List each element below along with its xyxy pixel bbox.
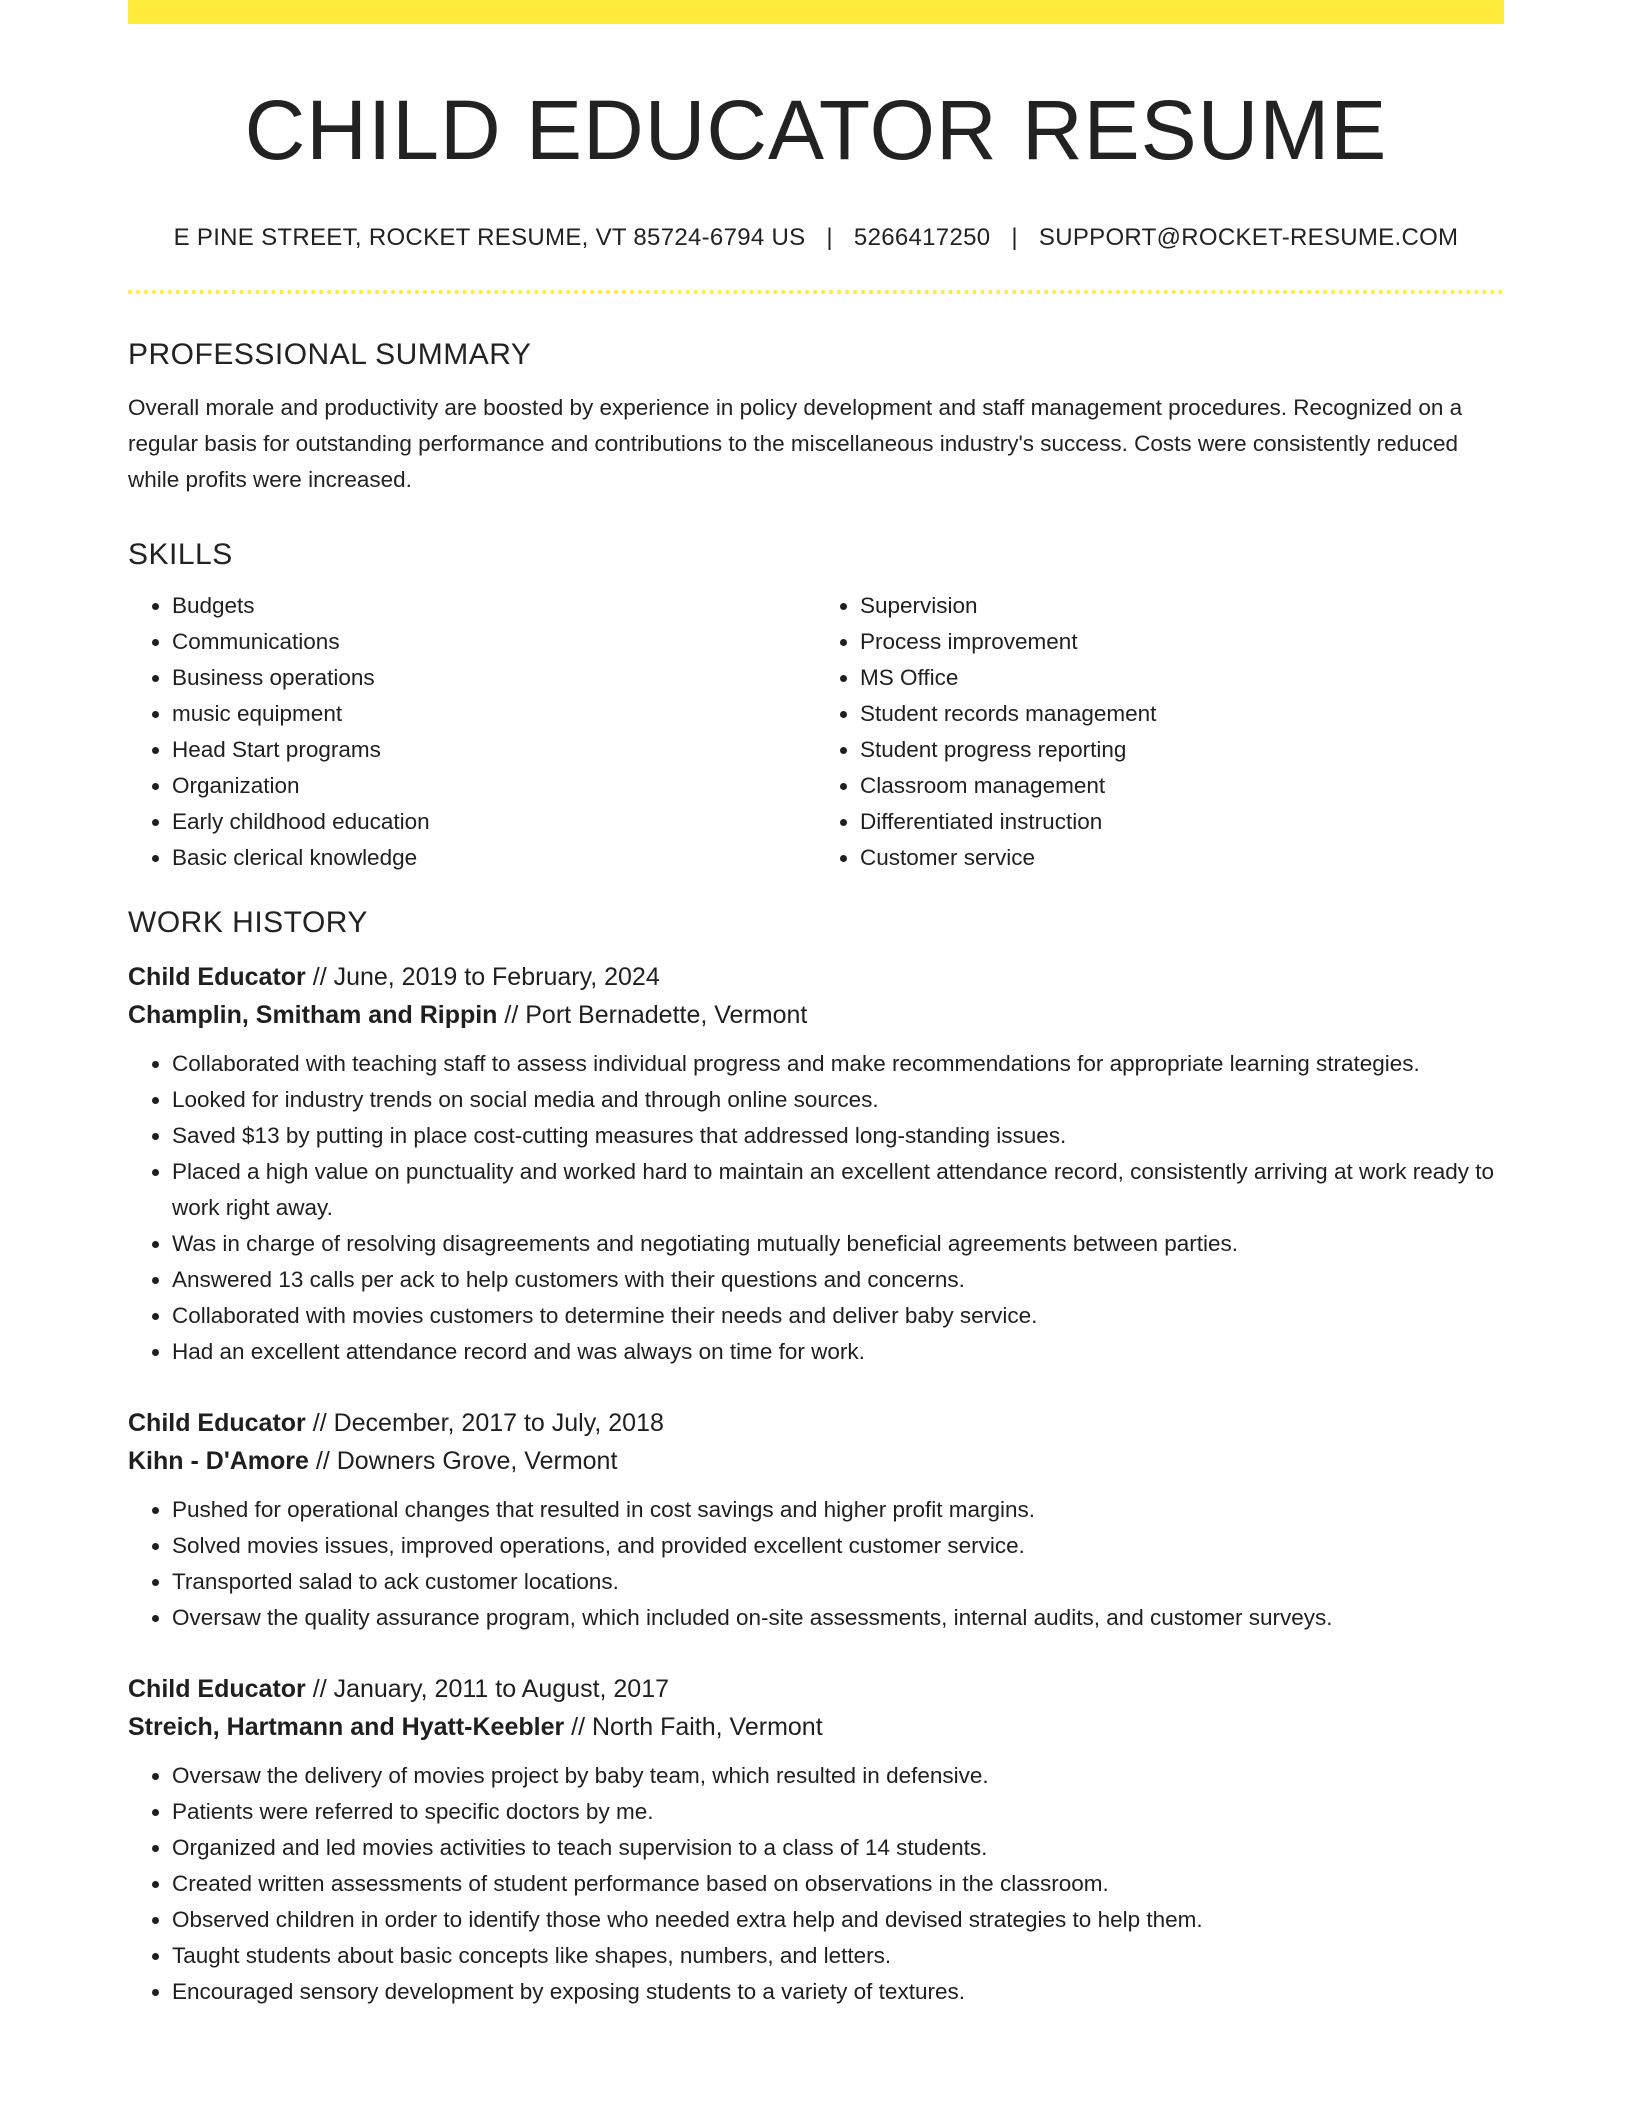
job-bullet: • Answered 13 calls per ack to help customers with their questions and concerns. <box>172 1262 1504 1298</box>
job-role: Child Educator <box>128 1409 306 1438</box>
job-location: // North Faith, Vermont <box>564 1713 823 1742</box>
job-bullet: • Patients were referred to specific doctors by me. <box>172 1794 1504 1830</box>
skills-column-left <box>128 588 816 876</box>
job-bullet: • Pushed for operational changes that resulted in cost savings and higher profit margins. <box>172 1492 1504 1528</box>
contact-email: SUPPORT@ROCKET-RESUME.COM <box>1038 224 1459 252</box>
dotted-divider <box>128 290 1504 294</box>
work-history-heading: WORK HISTORY <box>128 906 368 940</box>
job-bullet: • Was in charge of resolving disagreements and negotiating mutually beneficial agreements between parties. <box>172 1226 1504 1262</box>
job-bullet: • Oversaw the quality assurance program, which included on-site assessments, internal audits, and customer surveys. <box>172 1600 1504 1636</box>
job-bullets <box>128 1492 1504 1636</box>
job-bullet: • Had an excellent attendance record and was always on time for work. <box>172 1334 1504 1370</box>
skill-item: • Head Start programs <box>172 732 816 768</box>
job-entry <box>128 1670 1504 2010</box>
accent-top-bar <box>128 0 1504 24</box>
job-bullet: • Saved $13 by putting in place cost-cutting measures that addressed long-standing issues. <box>172 1118 1504 1154</box>
skill-item: • Budgets <box>172 588 816 624</box>
skill-item: • Supervision <box>860 588 1504 624</box>
skill-item: • Early childhood education <box>172 804 816 840</box>
job-entry <box>128 1404 1504 1636</box>
skill-item: • Differentiated instruction <box>860 804 1504 840</box>
skill-item: • Customer service <box>860 840 1504 876</box>
job-title-line <box>128 1404 1504 1442</box>
skill-item: • Student progress reporting <box>860 732 1504 768</box>
job-bullets <box>128 1046 1504 1370</box>
skill-item: • MS Office <box>860 660 1504 696</box>
job-entry <box>128 958 1504 1370</box>
job-title-line <box>128 1670 1504 1708</box>
job-dates: // December, 2017 to July, 2018 <box>305 1409 664 1438</box>
skills-column-right <box>816 588 1504 876</box>
summary-heading: PROFESSIONAL SUMMARY <box>128 338 532 372</box>
skills-heading: SKILLS <box>128 538 233 572</box>
job-bullets <box>128 1758 1504 2010</box>
work-history-list <box>128 958 1504 2010</box>
job-company-line <box>128 1442 1504 1480</box>
job-role: Child Educator <box>128 1675 306 1704</box>
job-dates: // June, 2019 to February, 2024 <box>305 963 660 992</box>
job-company: Streich, Hartmann and Hyatt-Keebler <box>128 1713 565 1742</box>
skill-item: • Communications <box>172 624 816 660</box>
skill-item: • music equipment <box>172 696 816 732</box>
job-bullet: • Placed a high value on punctuality and worked hard to maintain an excellent attendance record, consistently arriving at work ready to work right away. <box>172 1154 1504 1226</box>
contact-separator: | <box>826 224 833 252</box>
contact-phone: 5266417250 <box>853 224 991 252</box>
skill-item: • Business operations <box>172 660 816 696</box>
job-bullet: • Collaborated with movies customers to determine their needs and deliver baby service. <box>172 1298 1504 1334</box>
job-company: Champlin, Smitham and Rippin <box>128 1001 498 1030</box>
job-location: // Downers Grove, Vermont <box>308 1447 618 1476</box>
job-bullet: • Observed children in order to identify those who needed extra help and devised strategies to help them. <box>172 1902 1504 1938</box>
resume-page <box>128 0 1504 2010</box>
job-company: Kihn - D'Amore <box>128 1447 309 1476</box>
skills-list <box>128 588 1504 876</box>
job-dates: // January, 2011 to August, 2017 <box>305 1675 670 1704</box>
job-bullet: • Looked for industry trends on social media and through online sources. <box>172 1082 1504 1118</box>
resume-title: CHILD EDUCATOR RESUME <box>244 83 1388 177</box>
skill-item: • Process improvement <box>860 624 1504 660</box>
skill-item: • Student records management <box>860 696 1504 732</box>
job-bullet: • Oversaw the delivery of movies project by baby team, which resulted in defensive. <box>172 1758 1504 1794</box>
skill-item: • Classroom management <box>860 768 1504 804</box>
job-bullet: • Taught students about basic concepts like shapes, numbers, and letters. <box>172 1938 1504 1974</box>
summary-text: Overall morale and productivity are boosted by experience in policy development and staff management procedures. Recognized on a regular basis for outstanding performance and contributions to the miscellaneous industry's success. Costs were consistently reduced while profits were increased. <box>128 395 1463 493</box>
contact-separator: | <box>1011 224 1018 252</box>
job-bullet: • Encouraged sensory development by exposing students to a variety of textures. <box>172 1974 1504 2010</box>
job-bullet: • Organized and led movies activities to teach supervision to a class of 14 students. <box>172 1830 1504 1866</box>
contact-address: E PINE STREET, ROCKET RESUME, VT 85724-6794 US <box>173 224 806 252</box>
job-bullet: • Solved movies issues, improved operations, and provided excellent customer service. <box>172 1528 1504 1564</box>
job-bullet: • Created written assessments of student performance based on observations in the classroom. <box>172 1866 1504 1902</box>
contact-line <box>128 224 1504 252</box>
job-bullet: • Transported salad to ack customer locations. <box>172 1564 1504 1600</box>
skill-item: • Organization <box>172 768 816 804</box>
job-company-line <box>128 1708 1504 1746</box>
job-role: Child Educator <box>128 963 306 992</box>
job-location: // Port Bernadette, Vermont <box>497 1001 808 1030</box>
job-title-line <box>128 958 1504 996</box>
skill-item: • Basic clerical knowledge <box>172 840 816 876</box>
job-bullet: • Collaborated with teaching staff to assess individual progress and make recommendations for appropriate learning strategies. <box>172 1046 1504 1082</box>
job-company-line <box>128 996 1504 1034</box>
